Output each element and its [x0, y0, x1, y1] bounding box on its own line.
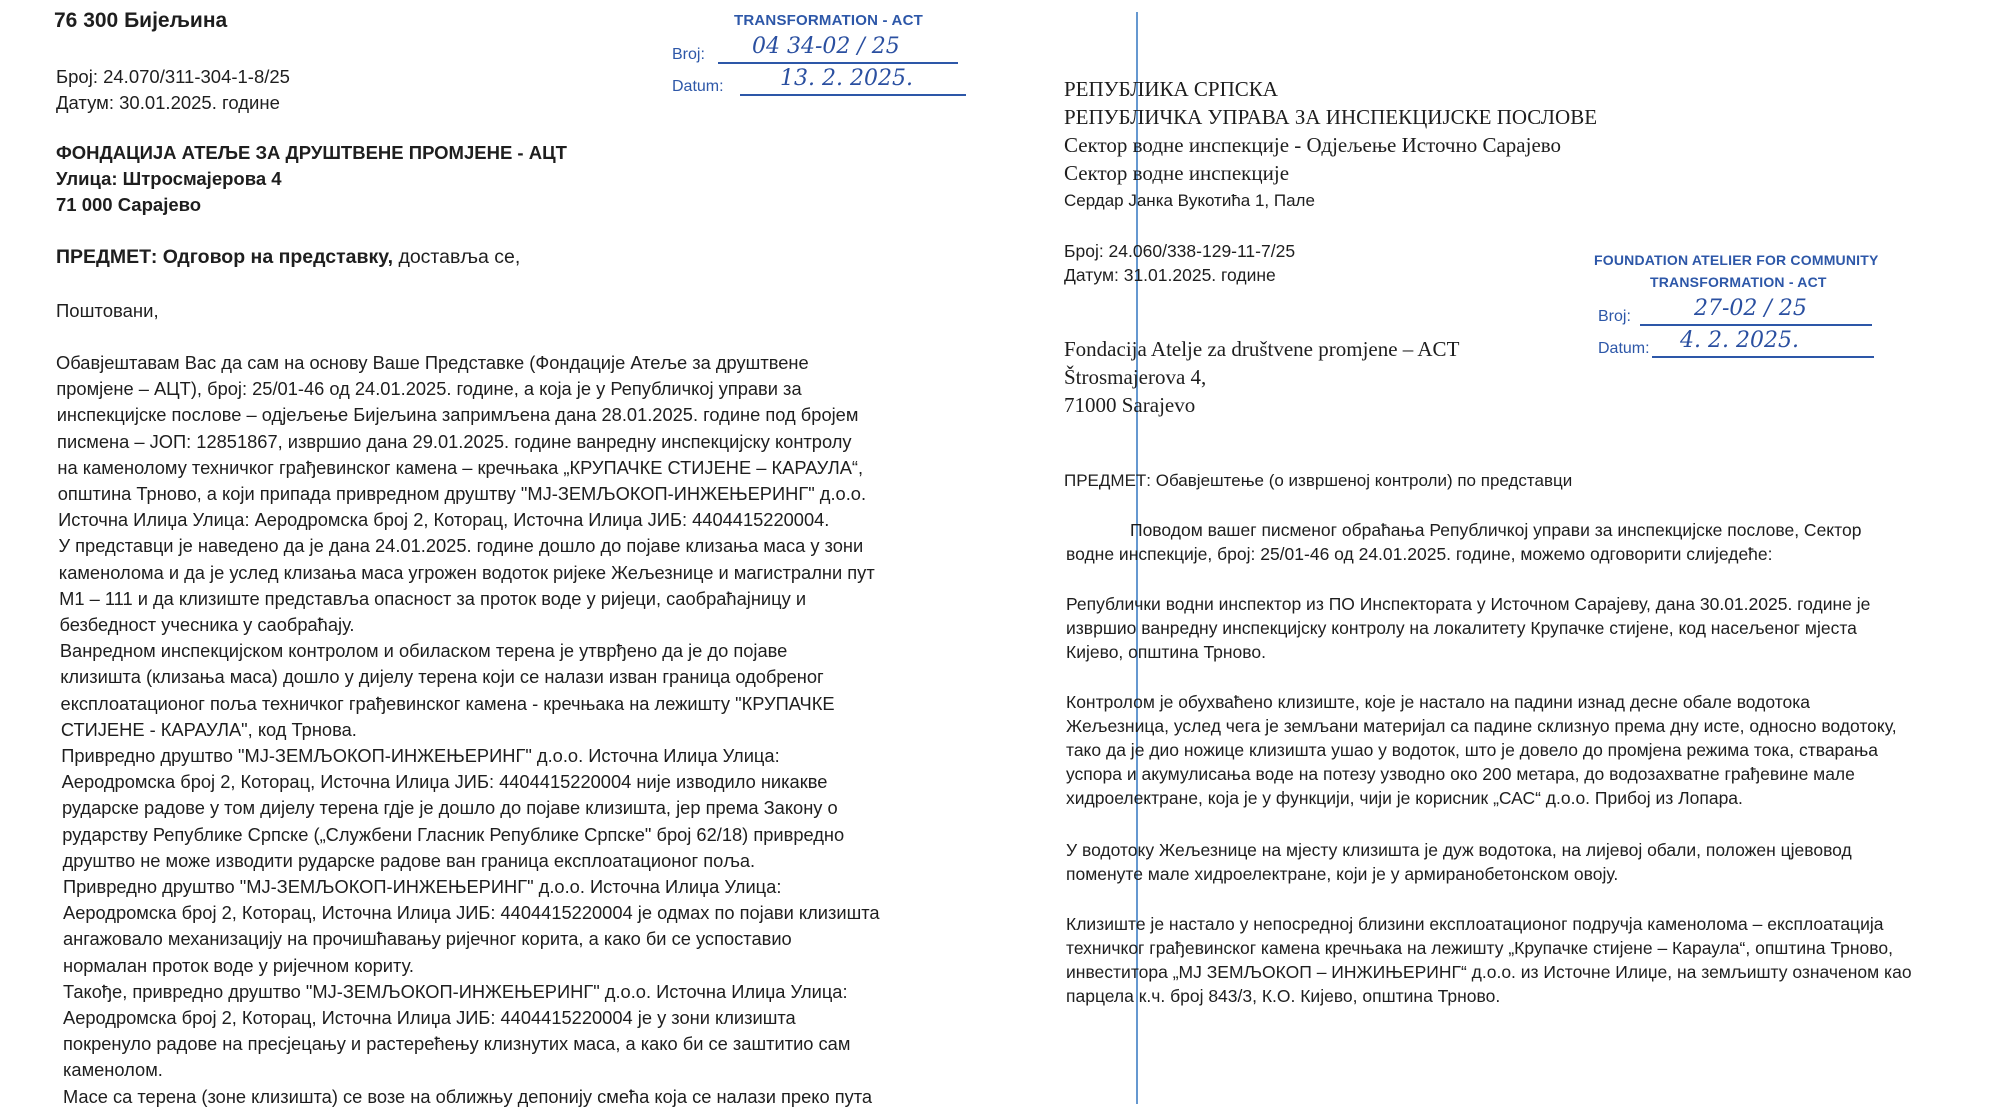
body-line: рударству Републике Српске („Службени Гласник Републике Српске" број 62/18) привредно [62, 823, 845, 845]
subject-line [56, 246, 520, 268]
body-line: Привредно друштво "МЈ-ЗЕМЉОКОП-ИНЖЕЊЕРИНГ" д.о.о. Источна Илиџа Улица: [63, 876, 782, 897]
body-line: Републички водни инспектор из ПО Инспектората у Источном Сарајеву, дана 30.01.2025. године је [1066, 594, 1871, 614]
stamp-number-value: 04 34-02 / 25 [752, 34, 900, 59]
body-line: безбедност учесника у саобраћају. [59, 614, 355, 635]
stamp-date-rule [1652, 356, 1874, 358]
sender-address: Сердар Јанка Вукотића 1, Пале [1064, 191, 1315, 210]
body-line: извршио ванредну инспекцијску контролу на локалитету Крупачке стијене, код насељеног мјеста [1066, 618, 1857, 638]
recipient-street: Улица: Штросмајерова 4 [56, 168, 282, 189]
body-line: писмена – ЈОП: 12851867, извршио дана 29.01.2025. године ванредну инспекцијску контролу [57, 430, 852, 452]
stamp-date-value: 4. 2. 2025. [1680, 328, 1799, 353]
body-line: успора и акумулисања воде на потезу узводно око 200 метара, до водозахватне грађевине мале [1066, 764, 1855, 784]
stamp-date-label: Datum: [1598, 340, 1650, 357]
body-line: покренуло радове на пресјецању и растерећењу клизнутих маса, а како би се заштитио сам [63, 1033, 851, 1055]
body-line: Такође, привредно друштво "МЈ-ЗЕМЉОКОП-ИНЖЕЊЕРИНГ" д.о.о. Источна Илиџа Улица: [63, 980, 848, 1002]
body-line: Жељезница, услед чега је земљани материјал са падине склизнуо према дну исте, односно водотоку, [1066, 716, 1897, 736]
body-line: Клизиште је настало у непосредној близини експлоатационог подручја каменолома – експлоатација [1066, 914, 1884, 934]
body-line: ангажовало механизацију на прочишћавању ријечног корита, а како би се успоставио [63, 928, 792, 950]
received-stamp [670, 0, 990, 110]
body-line: инспекцијске послове – одјељење Бијељина запримљена дана 28.01.2025. године под бројем [56, 404, 859, 426]
received-stamp [1594, 240, 1894, 357]
letter-number: Број: 24.060/338-129-11-7/25 [1064, 241, 1296, 261]
body-line: водне инспекције, број: 25/01-46 од 24.01.2025. године, можемо одговорити слиједеће: [1066, 544, 1773, 564]
header-authority: РЕПУБЛИЧКА УПРАВА ЗА ИНСПЕКЦИЈСКЕ ПОСЛОВЕ [1064, 105, 1598, 129]
body-line: на каменолому техничког грађевинског камена – кречњака „КРУПАЧКЕ СТИЈЕНЕ – КАРАУЛА“, [57, 456, 864, 478]
stamp-date-label: Datum: [672, 78, 724, 95]
recipient-city: 71000 Sarajevo [1064, 393, 1196, 417]
body-paragraph [1066, 690, 1897, 810]
body-line: Ванредном инспекцијском контролом и обиласком терена је утврђено да је до појаве [59, 640, 788, 662]
body-line: техничког грађевинског камена кречњака на лежишту „Крупачке стијене – Караула“, општина Трново, [1066, 938, 1893, 958]
body-paragraph [1066, 592, 1871, 664]
stamp-number-value: 27-02 / 25 [1694, 296, 1807, 321]
body-line: општина Трново, а који припада привредном друштву "МЈ-ЗЕМЉОКОП-ИНЖЕЊЕРИНГ" д.о.о. [57, 483, 867, 504]
body-line: Аеродромска број 2, Которац, Источна Илиџа ЈИБ: 4404415220004 је у зони клизишта [63, 1007, 796, 1028]
stamp-date-rule [740, 94, 966, 96]
body-line: У представци је наведено да је дана 24.01.2025. године дошло до појаве клизања маса у зони [58, 535, 864, 557]
letter-date: Датум: 31.01.2025. године [1064, 265, 1276, 285]
body-line: Поводом вашег писменог обраћања Републичкој управи за инспекцијске послове, Сектор [1130, 520, 1862, 540]
body-line: парцела к.ч. број 843/3, К.О. Кијево, општина Трново. [1066, 986, 1501, 1006]
header-sector: Сектор водне инспекције [1064, 161, 1290, 185]
right-letter-page [1064, 0, 2000, 1109]
stamp-number-label: Broj: [672, 46, 705, 63]
header-republic: РЕПУБЛИКА СРПСКА [1064, 77, 1278, 101]
greeting: Поштовани, [56, 300, 159, 321]
stamp-title-line2: TRANSFORMATION - ACT [1650, 274, 1827, 290]
header-sector-dept: Сектор водне инспекције - Одјељење Источно Сарајево [1064, 133, 1562, 157]
recipient-city: 71 000 Сарајево [56, 194, 202, 215]
body-line: Аеродромска број 2, Которац, Источна Илиџа ЈИБ: 4404415220004 није изводило никакве [61, 771, 828, 793]
body-line: СТИЈЕНЕ - КАРАУЛА", код Трнова. [60, 718, 357, 740]
body-line: Источна Илиџа Улица: Аеродромска број 2, Которац, Источна Илиџа ЈИБ: 4404415220004. [58, 509, 830, 531]
body-line: клизишта (клизања маса) дошло у дијелу терена који се налази изван граница одобреног [60, 666, 824, 688]
body-line: Кијево, општина Трново. [1066, 642, 1266, 662]
body-line: У водотоку Жељезнице на мјесту клизишта је дуж водотока, на лијевој обали, положен цјевовод [1066, 840, 1852, 860]
recipient-name: Fondacija Atelje za društvene promjene – ACT [1064, 337, 1460, 361]
stamp-number-rule [1640, 324, 1872, 326]
stamp-title-line1: FOUNDATION ATELIER FOR COMMUNITY [1594, 252, 1879, 268]
sender-city: 76 300 Бијељина [54, 9, 228, 32]
body-line: М1 – 111 и да клизиште представља опасност за проток воде у ријеци, саобраћајницу и [59, 587, 807, 609]
body-line: друштво не може изводити рударске радове ван граница експлоатационог поља. [62, 849, 756, 871]
body-line: каменолом. [63, 1059, 163, 1081]
body-line: промјене – АЦТ), број: 25/01-46 од 24.01.2025. године, а која је у Републичкој управи за [56, 378, 802, 400]
body-paragraph [1066, 518, 1862, 566]
body-line: нормалан проток воде у ријечном кориту. [63, 954, 414, 976]
stamp-title: TRANSFORMATION - ACT [734, 12, 923, 29]
body-line: рударске радове у том дијелу терена гдје је дошло до појаве клизишта, јер према Закону о [61, 797, 838, 819]
body-line: поменуте мале хидроелектране, који је у армиранобетонском овоју. [1066, 864, 1619, 884]
body-line: каменолома и да је услед клизања маса угрожен водоток ријеке Жељезнице и магистрални пут [58, 561, 875, 583]
body-line: Аеродромска број 2, Которац, Источна Илиџа ЈИБ: 4404415220004 је одмах по појави клизишта [63, 902, 880, 924]
body-paragraph [1066, 838, 1852, 886]
subject-line: ПРЕДМЕТ: Обавјештење (о извршеној контроли) по представци [1064, 471, 1573, 490]
body-paragraph [1066, 912, 1912, 1008]
subject-text: доставља се, [398, 246, 521, 268]
body-line: Обавјештавам Вас да сам на основу Ваше Представке (Фондације Атеље за друштвене [56, 352, 809, 373]
body-line: тако да је дио ножице клизишта ушао у водоток, што је довело до промјена режима тока, стварања [1066, 740, 1878, 760]
body-line: инвеститора „МЈ ЗЕМЉОКОП – ИНЖИЊЕРИНГ“ д.о.о. из Источне Илиџе, на земљишту означеном као [1066, 962, 1912, 982]
recipient-name: ФОНДАЦИЈА АТЕЉЕ ЗА ДРУШТВЕНЕ ПРОМЈЕНЕ - АЦТ [56, 142, 567, 163]
stamp-number-rule [718, 62, 958, 64]
body-line: Привредно друштво "МЈ-ЗЕМЉОКОП-ИНЖЕЊЕРИНГ" д.о.о. Источна Илиџа Улица: [61, 745, 780, 766]
subject-label: ПРЕДМЕТ: Одговор на представку, [56, 246, 394, 268]
recipient-street: Štrosmajerova 4, [1064, 365, 1207, 389]
body-line: Контролом је обухваћено клизиште, које је настало на падини изнад десне обале водотока [1066, 692, 1811, 712]
body-line: хидроелектране, која је у функцији, чији је корисник „САС“ д.о.о. Прибој из Лопара. [1066, 788, 1743, 808]
body-line: експлоатационог поља техничког грађевинског камена - кречњака на лежишту "КРУПАЧКЕ [60, 692, 835, 714]
letter-date: Датум: 30.01.2025. године [56, 92, 280, 113]
letter-number: Број: 24.070/311-304-1-8/25 [56, 66, 290, 87]
body-line: Масе са терена (зоне клизишта) се возе на оближњу депонију смећа која се налази преко пута [63, 1085, 873, 1107]
stamp-number-label: Broj: [1598, 308, 1631, 325]
stamp-date-value: 13. 2. 2025. [780, 66, 913, 91]
